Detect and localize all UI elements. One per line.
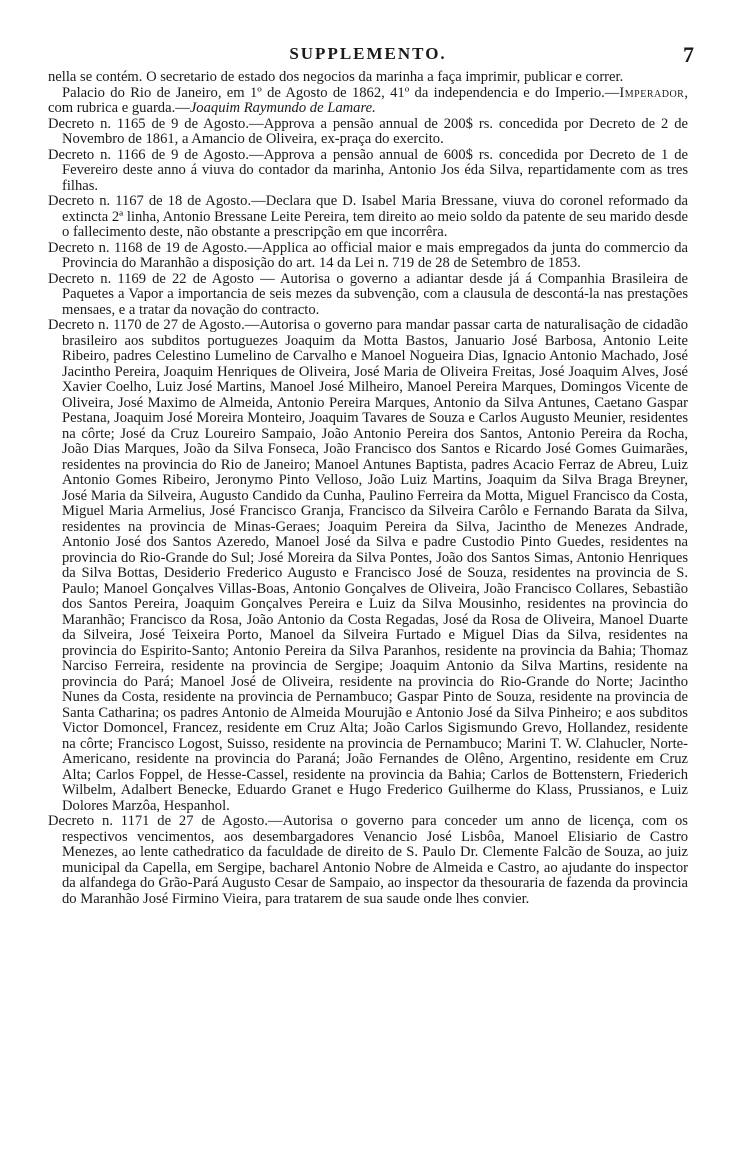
decree-1169: Decreto n. 1169 de 22 de Agosto — Autorisa o governo a adiantar desde já á Companhia Brasileira de Paquetes a Vapor a importancia de seis mezes da subvenção, com a clausula de descontá-la nas prestações mensaes, e a tratar da novação do contracto. (48, 270, 688, 318)
document-body (48, 70, 688, 907)
decree-1168: Decreto n. 1168 de 19 de Agosto.—Applica ao official maior e mais empregados da junta do commercio da Provincia do Maranhão a disposição do art. 14 da Lei n. 719 de 28 de Setembro de 1853. (48, 239, 688, 271)
signer-name: Joaquim Raymundo de Lamare. (189, 100, 376, 116)
decree-1170: Decreto n. 1170 de 27 de Agosto.—Autorisa o governo para mandar passar carta de naturalisação de cidadão brasileiro aos subditos portuguezes Joaquim da Motta Bastos, Januario José Barbosa, Antonio Leite Ribeiro, padres Celestino Lumelino de Carvalho e Manoel Nogueira Dias, Ignacio Antonio Machado, José Jacintho Pereira, Joaquim Henriques de Oliveira, José Maria de Oliveira Freitas, José Joaquim Alves, José Xavier Coelho, Luiz José Martins, Manoel José Milheiro, Manoel Pereira Marques, Domingos Vicente de Oliveira, José Maximo de Almeida, Antonio Pereira Marques, Antonio da Silva Antunes, Caetano Gaspar Pestana, Joaquim José Moreira Monteiro, Joaquim Tavares de Souza e Carlos Augusto Meunier, residentes na côrte; José da Cruz Loureiro Sampaio, João Antonio Pereira dos Santos, Antonio Pereira da Rocha, João Dias Marques, João da Silva Fonseca, João Francisco dos Santos e Ricardo José Gomes Guimarães, residentes na provincia do Rio de Janeiro; Manoel Antunes Baptista, padres Acacio Ferraz de Abreu, Luiz Antonio Gomes Ribeiro, Jeronymo Pinto Velloso, João Luiz Martins, Joaquim da Silva Braga Breyner, José Maria da Silveira, Augusto Candido da Cunha, Paulino Ferreira da Motta, Miguel Francisco da Costa, Miguel Maria Armelius, José Francisco Granja, Francisco da Silveira Carôlo e Fernando Barata da Silva, residentes na provincia de Minas-Geraes; Joaquim Pereira da Silva, Jacintho de Menezes Andrade, Antonio José dos Santos Azeredo, Manoel José da Silva e padre Custodio Pinto Guedes, residentes na provincia do Rio-Grande do Sul; José Moreira da Silva Pontes, João dos Santos Simas, Antonio Henriques da Silva Bottas, Desiderio Frederico Augusto e Francisco José de Souza, residentes na provincia de S. Paulo; Manoel Gonçalves Villas-Boas, Antonio Gonçalves de Oliveira, João Francisco Collares, Sebastião dos Santos Pereira, Joaquim Gonçalves Pereira e Luiz da Silva Mousinho, residentes na provincia do Maranhão; Francisco da Rosa, João Antonio da Costa Regadas, José da Rosa de Oliveira, Manoel Duarte da Silveira, José Teixeira Porto, Manoel da Silveira Furtado e Miguel Dias da Silva, residentes na provincia do Espirito-Santo; Antonio Pereira da Silva Paranhos, residente na provincia da Bahia; Thomaz Narciso Ferreira, residente na provincia de Sergipe; Joaquim Antonio da Silva Martins, residente na provincia do Pará; Manoel José de Oliveira, residente na provincia do Rio-Grande do Norte; Jacintho Nunes da Costa, residente na provincia de Pernambuco; Gaspar Pinto de Souza, residente na provincia de Santa Catharina; os padres Antonio de Almeida Mourujão e Antonio José da Silva Pinheiro; e aos subditos Victor Domoncel, Francez, residente em Cruz Alta; João Carlos Sigismundo Grevo, Hollandez, residente na côrte; Francisco Logost, Suisso, residente na provincia de Pernambuco; Marini T. W. Clahucler, Norte-Americano, residente na provincia do Paraná; João Fernandes de Olêno, Argentino, residente em Cruz Alta; Carlos Foppel, de Hesse-Cassel, residente na provincia da Bahia; Carlos de Bottenstern, Friederich Wilbelm, Adalbert Benecke, Eduardo Granet e Hugo Frederico Guilherme do Klass, Prussianos, e Luiz Dolores Marzôa, Hespanhol. (48, 317, 688, 814)
decree-1167: Decreto n. 1167 de 18 de Agosto.—Declara que D. Isabel Maria Bressane, viuva do coronel reformado da extincta 2ª linha, Antonio Bressane Leite Pereira, tem direito ao meio soldo da patente de seu marido desde o fallecimento deste, não obstante a prescripção em que incorrêra. (48, 193, 688, 240)
decree-1165: Decreto n. 1165 de 9 de Agosto.—Approva a pensão annual de 200$ rs. concedida por Decreto de 2 de Novembro de 1861, a Amancio de Oliveira, ex-praça do exercito. (48, 115, 688, 147)
decree-1166: Decreto n. 1166 de 9 de Agosto.—Approva a pensão annual de 600$ rs. concedida por Decreto de 1 de Fevereiro deste anno á viuva do contador da marinha, Antonio Jos éda Silva, repartidamente com as tres filhas. (48, 146, 688, 194)
decree-1171: Decreto n. 1171 de 27 de Agosto.—Autorisa o governo para conceder um anno de licença, com os respectivos vencimentos, aos desembargadores Venancio José Lisbôa, Manoel Elisiario de Castro Menezes, ao lente cathedratico da faculdade de direito de S. Paulo Dr. Clemente Falcão de Souza, ao juiz municipal da Capella, em Sergipe, bacharel Antonio Nobre de Almeida e Castro, ao ajudante do inspector da alfandega do Grão-Pará Augusto Cesar de Sampaio, ao inspector da thesouraria de fazenda da provincia do Maranhão José Firmino Vieira, para tratarem de sua saude onde lhes convier. (48, 813, 688, 907)
paragraph-signature (48, 86, 688, 117)
running-head: SUPPLEMENTO. (289, 44, 447, 63)
document-page (48, 42, 694, 907)
emperor-title: Imperador (619, 84, 685, 101)
page-number: 7 (683, 42, 694, 67)
signature-date-text: Palacio do Rio de Janeiro, em 1º de Agosto de 1862, 41º da independencia e do Imperio.— (62, 84, 620, 101)
signature-rubric-text: , com rubrica e guarda.— (48, 84, 688, 116)
paragraph-continuation: nella se contém. O secretario de estado dos negocios da marinha a faça imprimir, publicar e correr. (48, 69, 624, 85)
page-header (48, 42, 694, 70)
